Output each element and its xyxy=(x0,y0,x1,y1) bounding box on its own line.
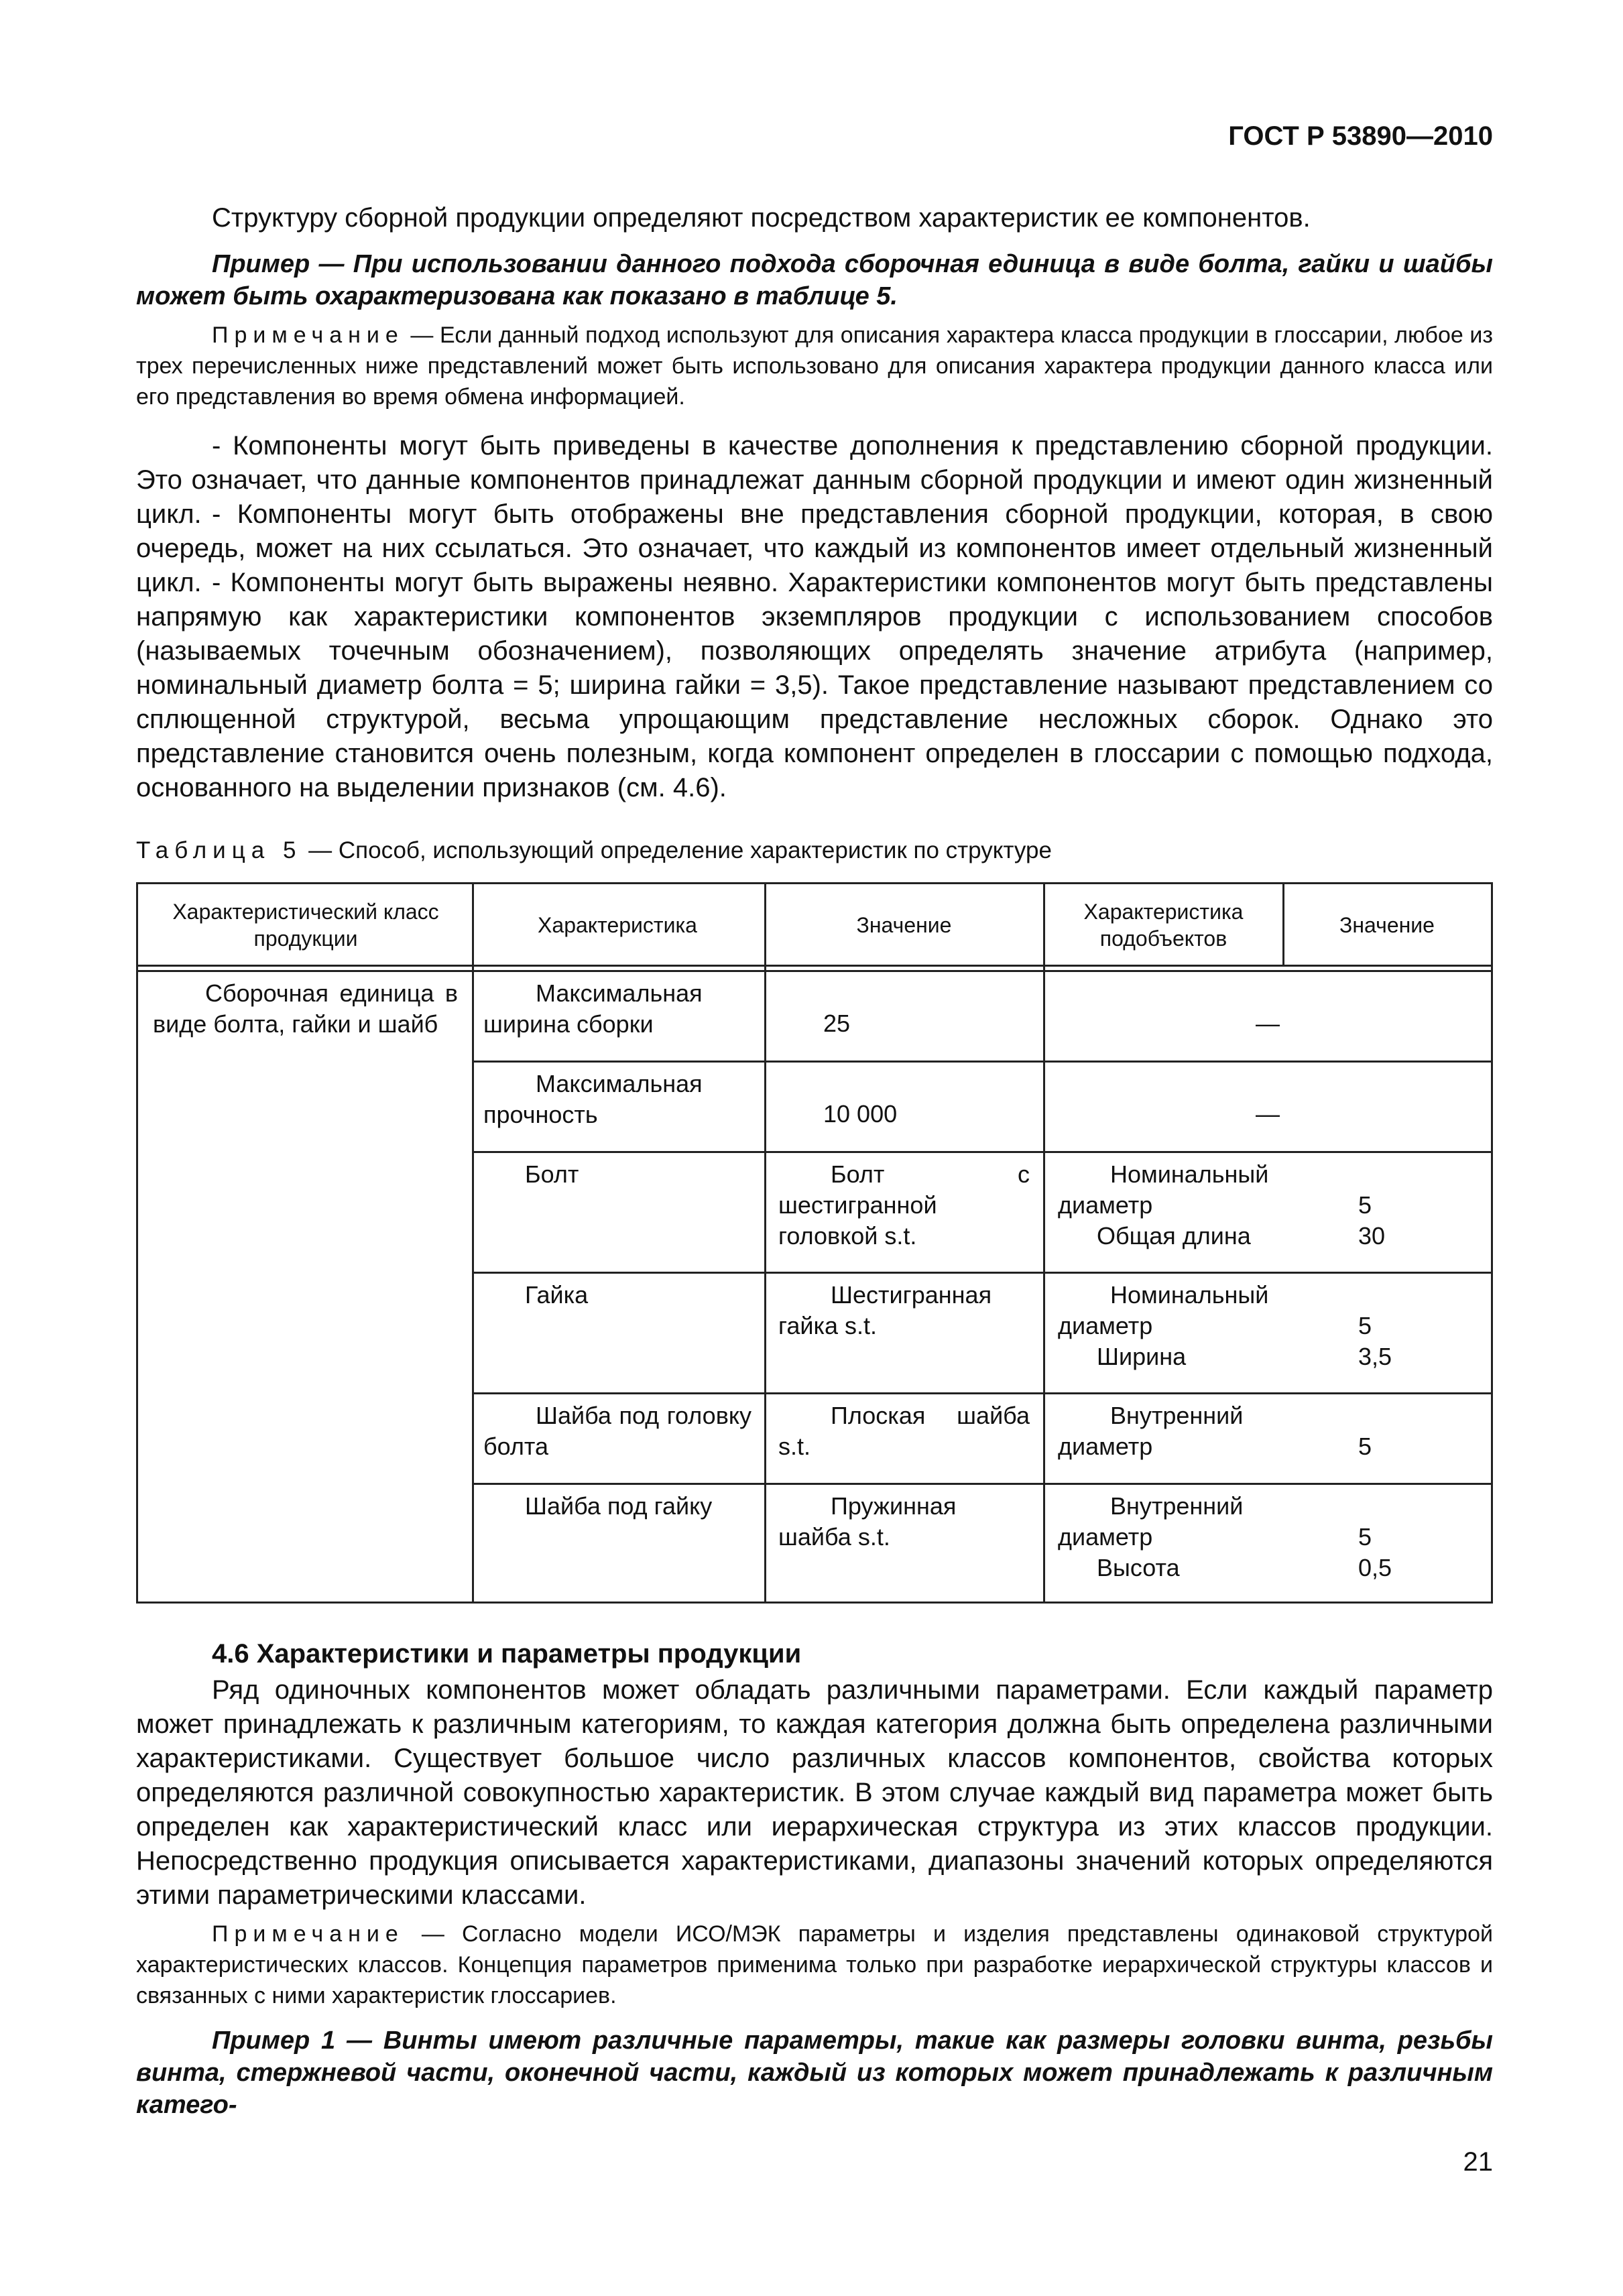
subvalue-text: 0,5 xyxy=(1358,1554,1392,1581)
table-header-cell: Характеристический класс продукции xyxy=(172,900,439,951)
bullet-paragraph-2: - Компоненты могут быть отображены вне представления сборной продукции, которая, в свою очередь, может на них ссылаться. Это означает, что каждый из компонентов имеет отдельный жизненный цикл. xyxy=(136,499,1493,597)
table-class-cell xyxy=(153,978,458,1040)
table-characteristic-cell: Шайба под гайку xyxy=(525,1492,713,1520)
table-row-rule xyxy=(472,1392,1491,1394)
note-paragraph xyxy=(136,320,1493,412)
table-value-cell: 10 000 xyxy=(823,1100,898,1128)
table-header-cell: Характеристика xyxy=(538,913,697,937)
table-caption xyxy=(136,836,1052,865)
table-value-cell xyxy=(778,1159,1030,1252)
table-col-divider xyxy=(472,884,474,1602)
table-subobject-cell xyxy=(1058,1400,1269,1462)
subobject-text: Внутренний диаметр xyxy=(1058,1402,1244,1460)
table-row-rule xyxy=(472,1151,1491,1153)
section-paragraph: Ряд одиночных компонентов может обладать различными параметрами. Если каждый параметр может принадлежать к различным категориям, то каждая категория должна быть определена различными характеристиками. Существует большое число различных классов компонентов, свойства которых определяются различной совокупностью характеристик. В этом случае каждый вид параметра может быть определен как характеристический класс или иерархическая структура из этих классов продукции. Непосредственно продукция описывается характеристиками, диапазоны значений которых определяются этими параметрическими классами. xyxy=(136,1675,1493,1910)
subvalue-text: 3,5 xyxy=(1358,1343,1392,1370)
table-subvalue-cell xyxy=(1358,1311,1392,1372)
table-characteristic-cell xyxy=(483,978,752,1040)
table-header-rule xyxy=(138,970,1491,972)
subobject-text: Общая длина xyxy=(1097,1222,1251,1250)
value-text: Болт с шестигранной головкой s.t. xyxy=(778,1160,1030,1250)
subobject-text: Высота xyxy=(1097,1554,1180,1581)
table-row-rule xyxy=(472,1272,1491,1274)
table-value-cell: 25 xyxy=(823,1010,851,1037)
characteristic-text: Максимальная прочность xyxy=(483,1070,703,1128)
value-text: Плоская шайба s.t. xyxy=(778,1402,1030,1460)
table-characteristic-cell: Болт xyxy=(525,1160,579,1188)
table-header-rule xyxy=(138,965,1491,967)
table-subvalue-cell xyxy=(1358,1522,1392,1583)
value-text: Пружинная шайба s.t. xyxy=(778,1492,957,1551)
class-name-text: Сборочная единица в виде болта, гайки и шайб xyxy=(153,979,458,1038)
table-col-divider xyxy=(1282,884,1284,965)
page-number: 21 xyxy=(1463,2147,1493,2177)
table-caption-text: — Способ, использующий определение характеристик по структуре xyxy=(302,837,1052,863)
subvalue-text: 5 xyxy=(1358,1433,1372,1460)
table-value-cell xyxy=(778,1280,1030,1341)
table-value-cell xyxy=(778,1491,1030,1553)
table-subobject-cell: — xyxy=(1256,1100,1280,1128)
subobject-text: Номинальный диаметр xyxy=(1058,1160,1269,1219)
table-subobject-cell xyxy=(1058,1159,1269,1252)
table-subvalue-cell xyxy=(1358,1190,1385,1252)
intro-paragraph: Структуру сборной продукции определяют посредством характеристик ее компонентов. xyxy=(212,203,1311,233)
table-characteristic-cell: Гайка xyxy=(525,1281,589,1309)
table-characteristic-cell xyxy=(483,1069,752,1130)
table-caption-label: Таблица 5 xyxy=(136,837,302,863)
table-characteristic-cell xyxy=(483,1400,752,1462)
characteristic-text: Шайба под головку болта xyxy=(483,1402,752,1460)
note-paragraph-2 xyxy=(136,1919,1493,2011)
table-row-rule xyxy=(472,1061,1491,1063)
table-col-divider xyxy=(764,884,766,1602)
table-subobject-cell: — xyxy=(1256,1010,1280,1037)
table-col-divider xyxy=(1043,884,1045,1602)
table-row-rule xyxy=(472,1483,1491,1485)
note-text: — Согласно модели ИСО/МЭК параметры и изделия представлены одинаковой структурой характеристических классов. Концепция параметров применима только при разработке иерархической структуры классов и связанных с ними характеристик глоссариев. xyxy=(136,1921,1493,2008)
subvalue-text: 5 xyxy=(1358,1523,1372,1551)
table-header-cell: Характеристика подобъектов xyxy=(1083,900,1244,951)
section-heading: 4.6 Характеристики и параметры продукции xyxy=(212,1639,802,1669)
example-paragraph: Пример — При использовании данного подхода сборочная единица в виде болта, гайки и шайбы может быть охарактеризована как показано в таблице 5. xyxy=(136,250,1493,310)
bullet-paragraph-1: - Компоненты могут быть приведены в качестве дополнения к представлению сборной продукции. Это означает, что данные компонентов принадлежат данным сборной продукции и имеют один жизненный цикл. xyxy=(136,431,1493,529)
subvalue-text: 5 xyxy=(1358,1312,1372,1339)
value-text: Шестигранная гайка s.t. xyxy=(778,1281,992,1339)
table-subobject-cell xyxy=(1058,1280,1269,1372)
example-paragraph-2: Пример 1 — Винты имеют различные параметры, такие как размеры головки винта, резьбы винта, стержневой части, оконечной части, каждый из которых может принадлежать к различным катего- xyxy=(136,2027,1493,2119)
table-subobject-cell xyxy=(1058,1491,1269,1583)
table-header-cell: Значение xyxy=(1339,913,1435,937)
note-text: — Если данный подход используют для описания характера класса продукции в глоссарии, любое из трех перечисленных ниже представлений может быть использовано для описания характера продукции данного класса или его представления во время обмена информацией. xyxy=(136,322,1493,410)
table-subvalue-cell xyxy=(1358,1431,1372,1462)
characteristics-table xyxy=(136,882,1493,1604)
subvalue-text: 5 xyxy=(1358,1191,1372,1219)
bullet-paragraph-3: - Компоненты могут быть выражены неявно. Характеристики компонентов могут быть представлены напрямую как характеристики компонентов экземпляров продукции с использованием способов (называемых точечным обозначением), позволяющих определять значение атрибута (например, номинальный диаметр болта = 5; ширина гайки = 3,5). Такое представление называют представлением со сплющенной структурой, весьма упрощающим представление несложных сборок. Однако это представление становится очень полезным, когда компонент определен в глоссарии с помощью подхода, основанного на выделении признаков (см. 4.6). xyxy=(136,568,1493,802)
subobject-text: Ширина xyxy=(1097,1343,1187,1370)
table-header-cell: Значение xyxy=(856,913,952,937)
note-label: Примечание xyxy=(212,322,404,348)
table-value-cell xyxy=(778,1400,1030,1462)
document-code-header: ГОСТ Р 53890—2010 xyxy=(1228,121,1493,151)
subobject-text: Номинальный диаметр xyxy=(1058,1281,1269,1339)
subobject-text: Внутренний диаметр xyxy=(1058,1492,1244,1551)
subvalue-text: 30 xyxy=(1358,1222,1386,1250)
characteristic-text: Максимальная ширина сборки xyxy=(483,979,703,1038)
note-label: Примечание xyxy=(212,1921,404,1947)
